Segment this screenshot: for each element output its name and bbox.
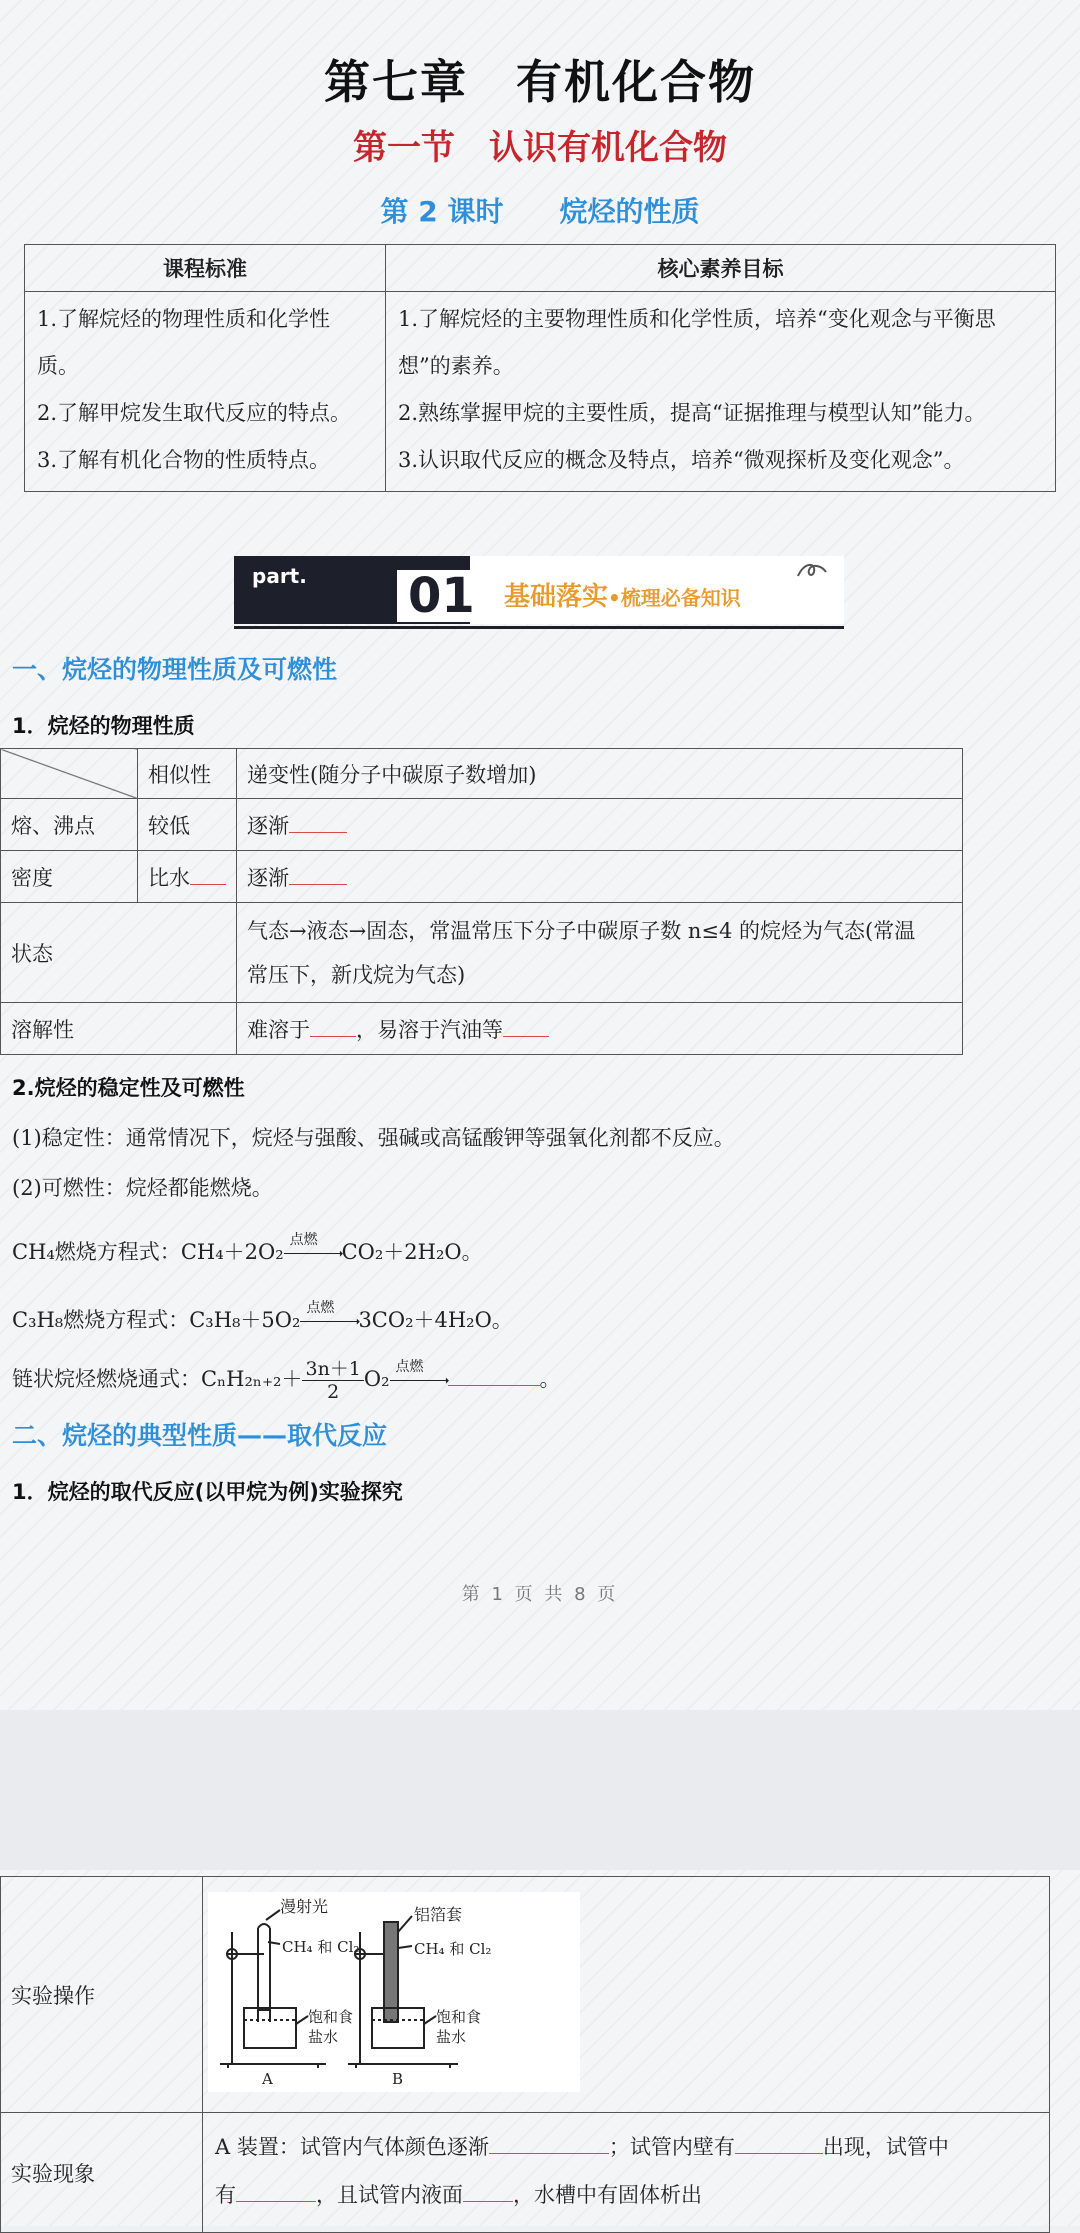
- phys-row-trend: [237, 1003, 963, 1055]
- fill-blank[interactable]: [289, 866, 347, 885]
- phys-corner-cell: [1, 749, 138, 799]
- banner-part-label: part.: [252, 564, 307, 588]
- label-apparatus-a: A: [262, 2070, 273, 2088]
- equation-left: CₙH₂ₙ₊₂＋: [201, 1367, 303, 1391]
- equation-ch4: [12, 1231, 483, 1266]
- table-row: [1, 903, 963, 1003]
- stability-paragraph: (1)稳定性：通常情况下，烷烃与强酸、强碱或高锰酸钾等强氧化剂都不反应。: [12, 1126, 735, 1150]
- standards-table: [24, 244, 1056, 492]
- table-row: [1, 2113, 1050, 2233]
- phys-row-label: 熔、沸点: [1, 799, 138, 851]
- page-number: 第 1 页 共 8 页: [461, 1584, 619, 1605]
- equation-label: CH₄燃烧方程式：: [12, 1240, 181, 1264]
- phys-row-similar: 较低: [138, 799, 237, 851]
- label-brine-b-2: 盐水: [436, 2028, 467, 2046]
- section1-heading: 一、烷烃的物理性质及可燃性: [12, 655, 338, 684]
- equation-c3h8: [12, 1299, 513, 1334]
- equation-o2: O₂: [363, 1367, 390, 1391]
- fill-blank[interactable]: [735, 2135, 823, 2154]
- reaction-arrow: 点燃 ➝: [300, 1315, 358, 1329]
- label-brine-b-1: 饱和食: [436, 2008, 482, 2026]
- swirl-icon: [794, 560, 830, 582]
- phys-header-similar: 相似性: [138, 749, 237, 799]
- phys-row-label: 溶解性: [1, 1003, 237, 1055]
- phys-row-trend: [237, 903, 963, 1003]
- phys-trend-text: 难溶于: [247, 1017, 310, 1042]
- table-row: [1, 851, 963, 903]
- banner-number: 01: [408, 568, 475, 624]
- phys-row-trend: [237, 851, 963, 903]
- apparatus-drawing: [208, 1892, 580, 2092]
- observation-text: ；试管内壁有: [608, 2135, 735, 2159]
- standards-col2-line: 想”的素养。: [398, 354, 514, 378]
- reaction-condition: 点燃: [306, 1299, 335, 1316]
- observation-text: A 装置：试管内气体颜色逐渐: [215, 2135, 489, 2159]
- fill-blank[interactable]: [236, 2183, 316, 2202]
- equation-label: C₃H₈燃烧方程式：: [12, 1308, 190, 1332]
- label-gas-b: CH₄ 和 Cl₂: [414, 1940, 492, 1958]
- label-diffuse-light: 漫射光: [280, 1897, 329, 1916]
- label-gas-a: CH₄ 和 Cl₂: [282, 1938, 360, 1956]
- phys-row-similar: 比水: [148, 865, 190, 890]
- phys-trend-text: ，易溶于汽油等: [356, 1017, 503, 1042]
- reaction-condition: 点燃: [289, 1231, 318, 1248]
- apparatus-figure: [208, 1892, 580, 2092]
- phys-header-trend: 递变性(随分子中碳原子数增加): [237, 749, 963, 799]
- standards-col2-cell: [386, 292, 1056, 492]
- standards-col1-cell: [25, 292, 386, 492]
- page-gap: [0, 1710, 1080, 1870]
- exp-row-label: 实验现象: [1, 2113, 203, 2233]
- phys-trend-text: 逐渐: [247, 813, 289, 838]
- equation-general: [12, 1358, 561, 1403]
- observation-line: [215, 2171, 1037, 2219]
- fraction: [302, 1358, 363, 1403]
- phys-row-label: 状态: [1, 903, 237, 1003]
- equation-left: CH₄＋2O₂: [180, 1240, 284, 1264]
- observation-text: ，水槽中有固体析出: [513, 2183, 702, 2207]
- fill-blank[interactable]: [463, 2183, 513, 2202]
- banner-caption-main: 基础落实: [504, 582, 609, 612]
- fraction-denominator: 2: [327, 1381, 340, 1403]
- fill-blank[interactable]: [190, 866, 226, 885]
- fill-blank[interactable]: [489, 2135, 609, 2154]
- part-banner: [234, 556, 844, 630]
- observation-text: 有: [215, 2183, 236, 2207]
- equation-right: 3CO₂＋4H₂O。: [358, 1308, 513, 1332]
- equation-label: 链状烷烃燃烧通式：: [12, 1367, 201, 1391]
- standards-col2-line: 3.认识取代反应的概念及特点，培养“微观探析及变化观念”。: [398, 448, 965, 472]
- label-brine-a-1: 饱和食: [308, 2008, 354, 2026]
- standards-col1-line: 质。: [37, 354, 79, 378]
- equation-end: 。: [539, 1367, 561, 1391]
- banner-caption-sub: •梳理必备知识: [608, 586, 741, 610]
- reaction-arrow: 点燃 ➝: [284, 1247, 342, 1261]
- combustion-paragraph: (2)可燃性：烷烃都能燃烧。: [12, 1176, 273, 1200]
- label-brine-a-2: 盐水: [308, 2028, 339, 2046]
- section2-heading: 二、烷烃的典型性质——取代反应: [12, 1421, 388, 1450]
- observation-text: 出现，试管中: [822, 2135, 949, 2159]
- section1-sub1: 1．烷烃的物理性质: [12, 714, 195, 738]
- label-foil-sleeve: 铝箔套: [414, 1905, 463, 1924]
- phys-row-similar-cell: [138, 851, 237, 903]
- fill-blank[interactable]: [289, 814, 347, 833]
- standards-col1-line: 3.了解有机化合物的性质特点。: [37, 448, 331, 472]
- reaction-condition: 点燃: [395, 1358, 424, 1375]
- section1-sub2: 2.烷烃的稳定性及可燃性: [12, 1076, 245, 1100]
- standards-col2-header: 核心素养目标: [386, 245, 1056, 292]
- fill-blank[interactable]: [503, 1018, 549, 1037]
- exp-observation-cell: [203, 2113, 1050, 2233]
- phys-row-trend: [237, 799, 963, 851]
- table-row: [1, 1003, 963, 1055]
- phys-trend-text: 逐渐: [247, 865, 289, 890]
- chapter-title: 第七章 有机化合物: [324, 55, 756, 109]
- table-row: [1, 799, 963, 851]
- standards-col2-line: 1.了解烷烃的主要物理性质和化学性质，培养“变化观念与平衡思: [398, 307, 996, 331]
- fraction-numerator: 3n＋1: [302, 1358, 363, 1381]
- standards-col2-line: 2.熟练掌握甲烷的主要性质，提高“证据推理与模型认知”能力。: [398, 401, 986, 425]
- section2-sub1: 1．烷烃的取代反应(以甲烷为例)实验探究: [12, 1480, 403, 1504]
- equation-right: CO₂＋2H₂O。: [341, 1240, 483, 1264]
- exp-row-label: 实验操作: [1, 1877, 203, 2113]
- standards-col1-line: 1.了解烷烃的物理性质和化学性: [37, 307, 331, 331]
- equation-left: C₃H₈＋5O₂: [189, 1308, 301, 1332]
- lesson-title: 第 2 课时 烷烃的性质: [380, 195, 700, 228]
- fill-blank[interactable]: [448, 1367, 540, 1386]
- standards-col1-line: 2.了解甲烷发生取代反应的特点。: [37, 401, 352, 425]
- standards-col1-header: 课程标准: [25, 245, 386, 292]
- phys-trend-line: 气态→液态→固态，常温常压下分子中碳原子数 n≤4 的烷烃为气态(常温: [247, 918, 916, 943]
- phys-trend-line: 常压下，新戊烷为气态): [247, 962, 466, 987]
- physical-properties-table: [0, 748, 963, 1055]
- phys-row-label: 密度: [1, 851, 138, 903]
- label-apparatus-b: B: [392, 2070, 404, 2088]
- fill-blank[interactable]: [310, 1018, 356, 1037]
- observation-text: ，且试管内液面: [316, 2183, 463, 2207]
- section-title: 第一节 认识有机化合物: [353, 128, 727, 168]
- observation-line: [215, 2123, 1037, 2171]
- banner-caption: [504, 576, 741, 613]
- banner-underline: [234, 626, 844, 629]
- reaction-arrow: 点燃 ➝: [390, 1374, 448, 1388]
